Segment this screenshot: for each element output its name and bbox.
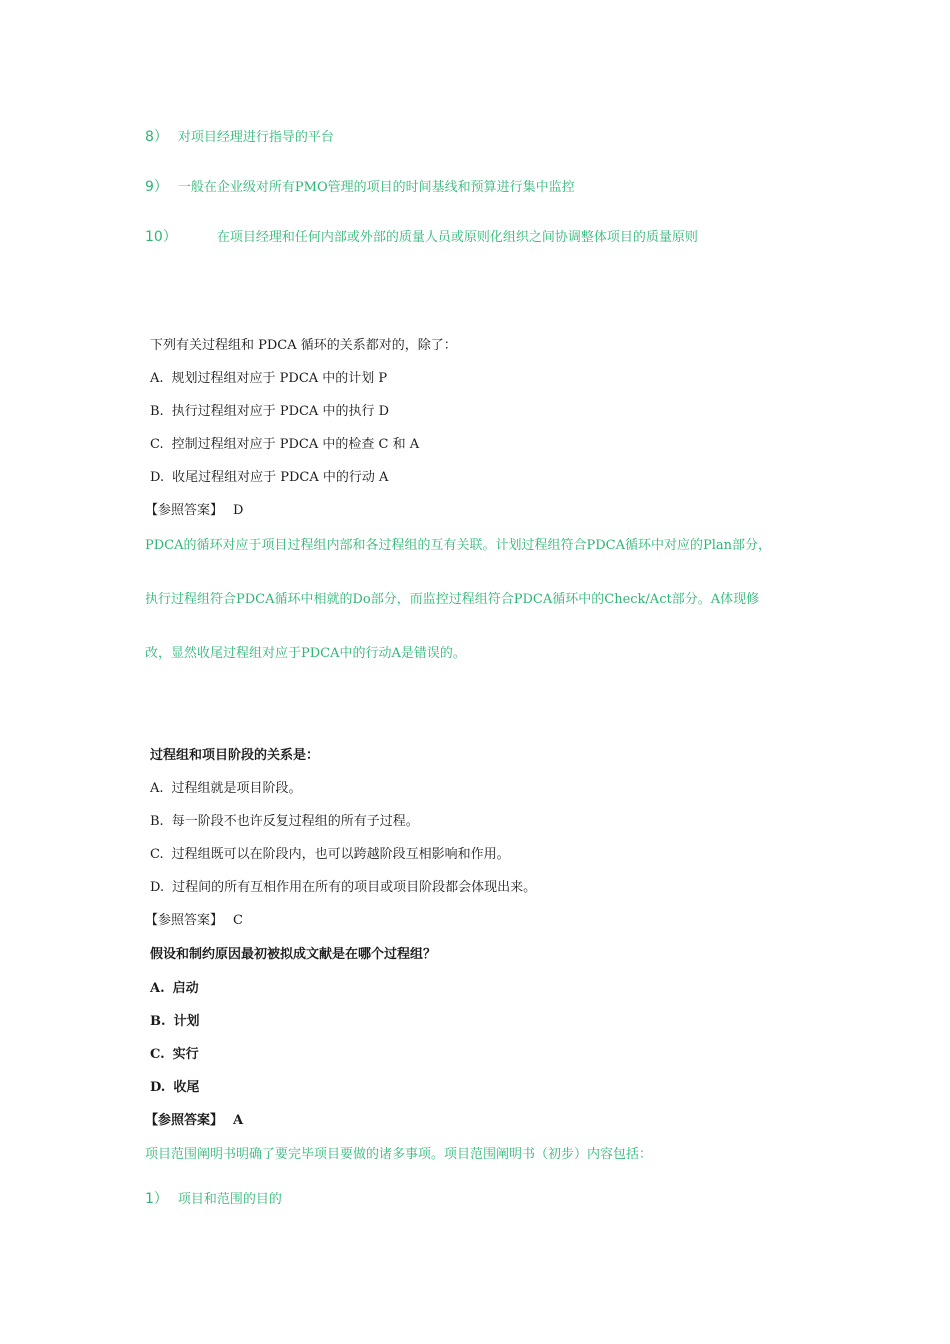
option-text: 过程间的所有互相作用在所有的项目或项目阶段都会体现出来。	[172, 880, 537, 895]
q3-list-item-1	[145, 1190, 282, 1209]
option-letter: C.	[150, 437, 164, 452]
answer-label: 【参照答案】	[145, 503, 224, 518]
q1-option-d	[150, 469, 388, 487]
option-letter: D.	[150, 470, 165, 485]
option-text: 每一阶段不也许反复过程组的所有子过程。	[171, 814, 419, 829]
q3-option-d	[150, 1079, 199, 1097]
list-text: 对项目经理进行指导的平台	[177, 130, 334, 145]
list-number: 9）	[145, 179, 168, 195]
option-letter: B.	[150, 1014, 166, 1029]
answer-value: C	[233, 913, 243, 928]
option-letter: A.	[150, 981, 165, 996]
q1-option-a	[150, 370, 387, 388]
option-letter: D.	[150, 880, 165, 895]
q3-option-a	[150, 980, 199, 998]
option-text: 执行过程组对应于 PDCA 中的执行 D	[171, 404, 390, 419]
option-text: 计划	[173, 1014, 200, 1029]
q1-option-b	[150, 403, 389, 421]
q3-option-c	[150, 1046, 199, 1064]
answer-value: A	[233, 1113, 244, 1128]
option-letter: D.	[150, 1080, 166, 1095]
answer-value: D	[233, 503, 244, 518]
list-number: 10）	[145, 229, 177, 245]
q3-question: 假设和制约原因最初被拟成文献是在哪个过程组？	[150, 947, 437, 962]
q2-answer	[145, 912, 243, 930]
q1-explanation-line-3: 改，显然收尾过程组对应于PDCA中的行动A是错误的。	[145, 646, 466, 661]
answer-label: 【参照答案】	[145, 1113, 224, 1128]
q1-option-c	[150, 436, 419, 454]
option-letter: B.	[150, 814, 164, 829]
q2-option-a	[150, 780, 302, 798]
q1-answer	[145, 502, 243, 520]
option-text: 过程组就是项目阶段。	[171, 781, 302, 796]
option-text: 实行	[172, 1047, 199, 1062]
list-item-10	[145, 228, 698, 247]
option-letter: C.	[150, 1047, 165, 1062]
option-text: 过程组既可以在阶段内，也可以跨越阶段互相影响和作用。	[171, 847, 510, 862]
option-letter: A.	[150, 371, 164, 386]
list-text: 项目和范围的目的	[177, 1192, 282, 1207]
option-text: 收尾	[173, 1080, 200, 1095]
q2-question: 过程组和项目阶段的关系是：	[150, 748, 320, 763]
option-letter: A.	[150, 781, 164, 796]
option-letter: B.	[150, 404, 164, 419]
q2-option-d	[150, 879, 536, 897]
option-text: 启动	[172, 981, 199, 996]
option-letter: C.	[150, 847, 164, 862]
option-text: 收尾过程组对应于 PDCA 中的行动 A	[172, 470, 389, 485]
q3-answer	[145, 1112, 243, 1130]
list-item-8	[145, 128, 334, 147]
list-text: 一般在企业级对所有PMO管理的项目的时间基线和预算进行集中监控	[177, 180, 575, 195]
q1-explanation-line-1: PDCA的循环对应于项目过程组内部和各过程组的互有关联。计划过程组符合PDCA循环中对应的Plan部分，	[145, 538, 772, 553]
q3-option-b	[150, 1013, 200, 1031]
q2-option-c	[150, 846, 510, 864]
q1-explanation-line-2: 执行过程组符合PDCA循环中相就的Do部分，而监控过程组符合PDCA循环中的Check/Act部分。A体现修	[145, 592, 760, 607]
answer-label: 【参照答案】	[145, 913, 224, 928]
list-number: 8）	[145, 129, 168, 145]
list-item-9	[145, 178, 575, 197]
option-text: 规划过程组对应于 PDCA 中的计划 P	[171, 371, 388, 386]
option-text: 控制过程组对应于 PDCA 中的检查 C 和 A	[171, 437, 420, 452]
list-number: 1）	[145, 1191, 168, 1207]
q3-explanation: 项目范围阐明书明确了要完毕项目要做的诸多事项。项目范围阐明书（初步）内容包括：	[145, 1147, 653, 1162]
q1-question: 下列有关过程组和 PDCA 循环的关系都对的，除了：	[150, 338, 457, 353]
q2-option-b	[150, 813, 419, 831]
list-text: 在项目经理和任何内部或外部的质量人员或原则化组织之间协调整体项目的质量原则	[216, 230, 698, 245]
